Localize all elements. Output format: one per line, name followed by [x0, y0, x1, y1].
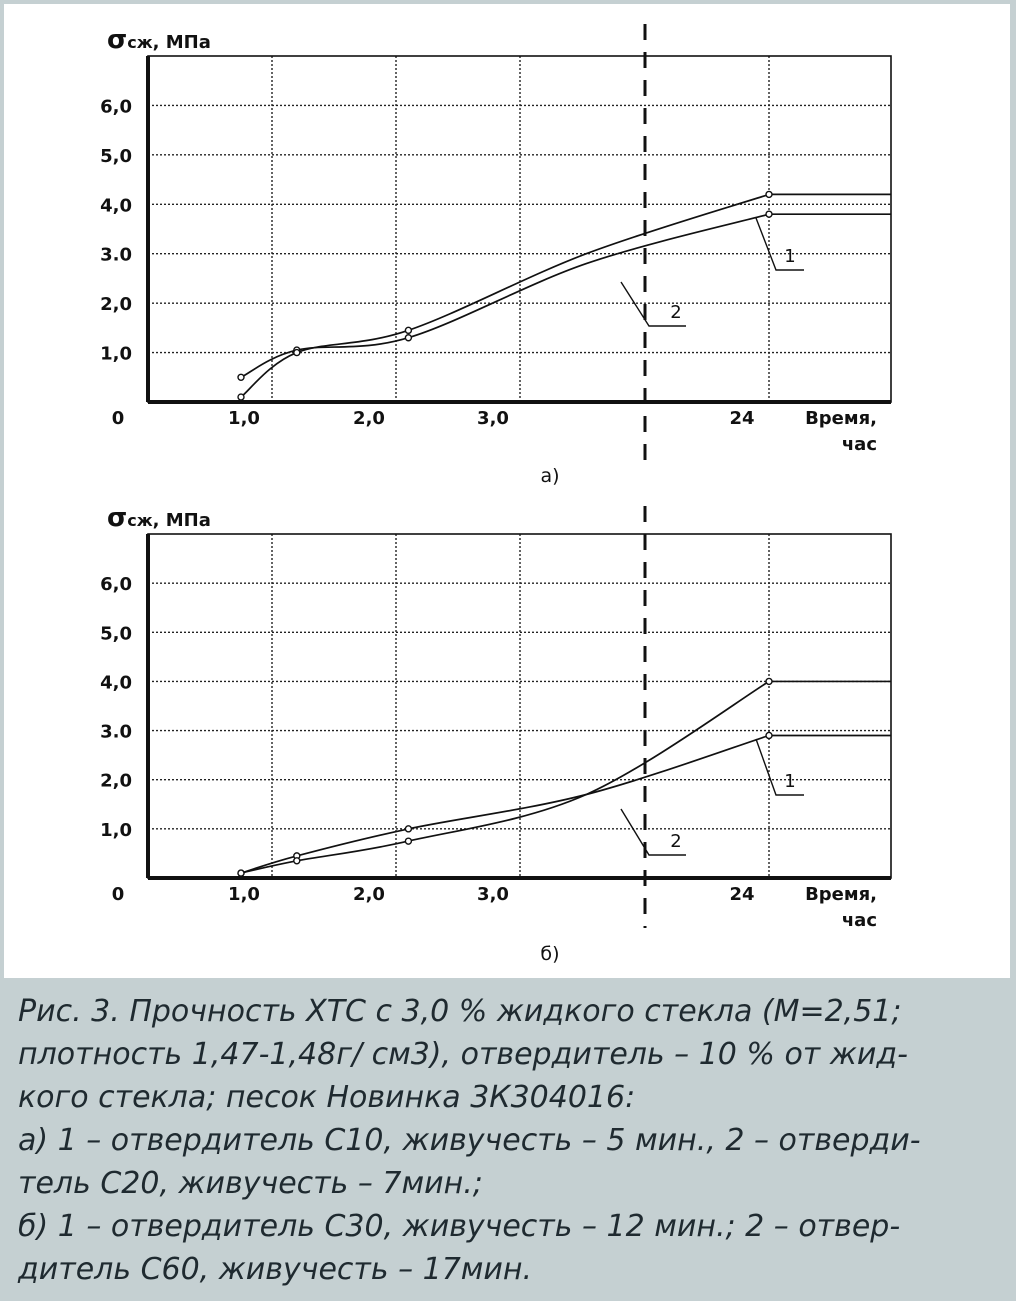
- x-axis-label: Время,: [805, 884, 877, 905]
- x-axis-label-unit: час: [841, 434, 877, 455]
- x-origin-label: 0: [111, 408, 125, 429]
- figure-caption: Рис. 3. Прочность ХТС с 3,0 % жидкого стекла (М=2,51; плотность 1,47-1,48г/ см3), отвердитель – 10 % от жид- кого стекла; песок Новинка 3К304016: а) 1 – отвердитель С10, живучесть – 5 мин., 2 – отверди- тель С20, живучесть – 7мин.; б) 1 – отвердитель С30, живучесть – 12 мин.; 2 – отвер- дитель С60, живучесть – 17мин.: [18, 994, 921, 1287]
- x-tick-label: 1,0: [228, 884, 260, 905]
- series-1-point: [766, 211, 772, 217]
- series-1-line: [241, 736, 769, 874]
- y-tick-label: 4,0: [100, 672, 132, 694]
- series-2-label: 2: [670, 831, 682, 852]
- y-tick-label: 2,0: [100, 294, 132, 316]
- series-1-leader: [756, 218, 804, 270]
- series-1-label: 1: [784, 771, 796, 792]
- y-tick-label: 3.0: [100, 721, 132, 743]
- series-2-point: [238, 870, 244, 876]
- x-tick-label: 3,0: [477, 408, 509, 429]
- y-tick-label: 5,0: [100, 145, 132, 167]
- series-1-label: 1: [784, 246, 796, 267]
- y-tick-label: 4,0: [100, 195, 132, 217]
- series-2-point: [238, 394, 244, 400]
- series-1-point: [238, 374, 244, 380]
- series-1-point: [405, 335, 411, 341]
- series-2-line: [241, 681, 769, 873]
- series-2-label: 2: [670, 302, 682, 323]
- y-tick-label: 3.0: [100, 244, 132, 266]
- chart-panel-a: [100, 24, 891, 487]
- series-2-point: [294, 350, 300, 356]
- series-2-point: [405, 838, 411, 844]
- figure-canvas: [4, 4, 1010, 978]
- series-1-point: [766, 732, 772, 738]
- series-1-point: [405, 826, 411, 832]
- series-2-point: [766, 191, 772, 197]
- x-tick-label: 2,0: [353, 408, 385, 429]
- panel-label: а): [540, 465, 560, 487]
- y-axis-label: σсж, МПа: [107, 25, 211, 55]
- x-tick-label: 2,0: [353, 884, 385, 905]
- series-2-point: [294, 858, 300, 864]
- x-tick-label: 24: [729, 884, 755, 905]
- x-axis-label-unit: час: [841, 910, 877, 931]
- x-tick-label: 1,0: [228, 408, 260, 429]
- x-origin-label: 0: [111, 884, 125, 905]
- x-axis-label: Время,: [805, 408, 877, 429]
- y-tick-label: 1,0: [100, 819, 132, 841]
- chart-panel-b: [100, 503, 891, 965]
- y-tick-label: 6,0: [100, 574, 132, 596]
- x-tick-label: 24: [729, 408, 755, 429]
- series-1-leader: [756, 739, 804, 795]
- x-tick-label: 3,0: [477, 884, 509, 905]
- series-2-point: [766, 678, 772, 684]
- figure-frame: [4, 4, 1010, 978]
- y-tick-label: 1,0: [100, 343, 132, 365]
- panel-label: б): [540, 943, 560, 965]
- y-tick-label: 5,0: [100, 623, 132, 645]
- y-tick-label: 6,0: [100, 96, 132, 118]
- series-2-line: [241, 194, 769, 397]
- series-2-point: [405, 327, 411, 333]
- y-tick-label: 2,0: [100, 770, 132, 792]
- y-axis-label: σсж, МПа: [107, 503, 211, 533]
